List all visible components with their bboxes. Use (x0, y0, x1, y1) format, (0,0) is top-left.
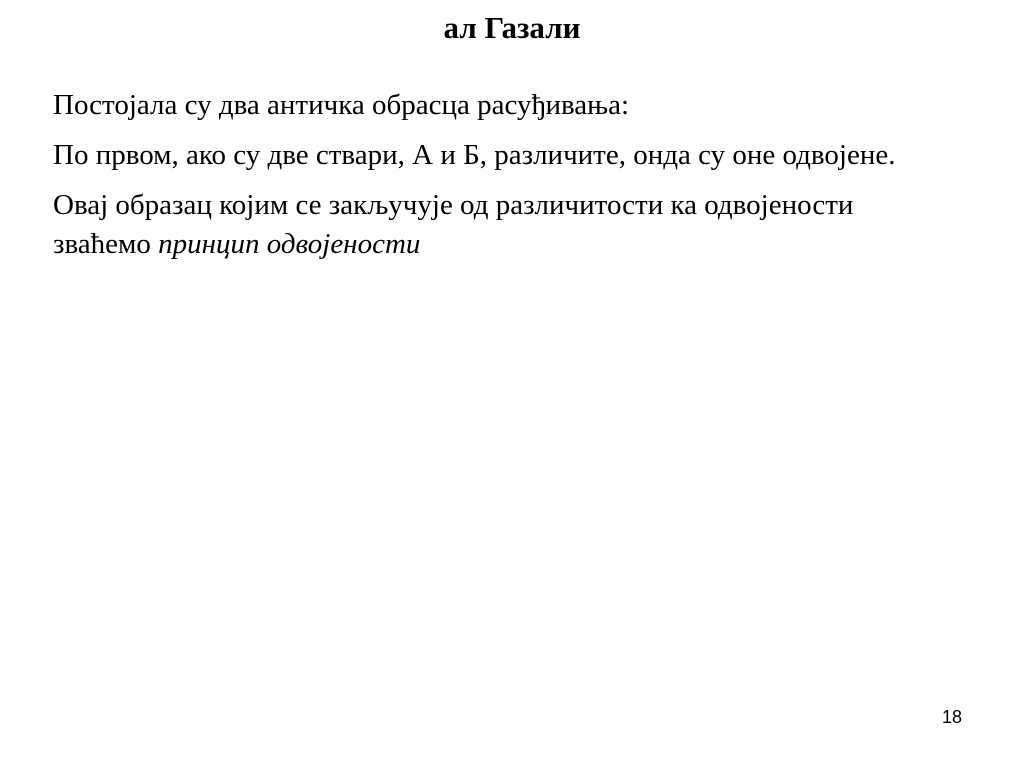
paragraph-2-text: По првом, ако су две ствари, А и Б, различите, онда су оне одвојене. (53, 139, 896, 171)
paragraph-3-text: Овај образац којим се закључује од различитости ка одвојености зваћемо (53, 189, 854, 260)
slide-title: ал Газали (443, 10, 581, 45)
principle-term: принцип одвојености (158, 228, 421, 260)
page-number: 18 (941, 707, 962, 727)
slide-body (53, 86, 953, 275)
paragraph-1-text: Постојала су два античка обрасца расуђивања: (53, 89, 630, 121)
paragraph-1 (53, 86, 953, 125)
paragraph-3 (53, 186, 953, 264)
paragraph-2 (53, 136, 953, 175)
